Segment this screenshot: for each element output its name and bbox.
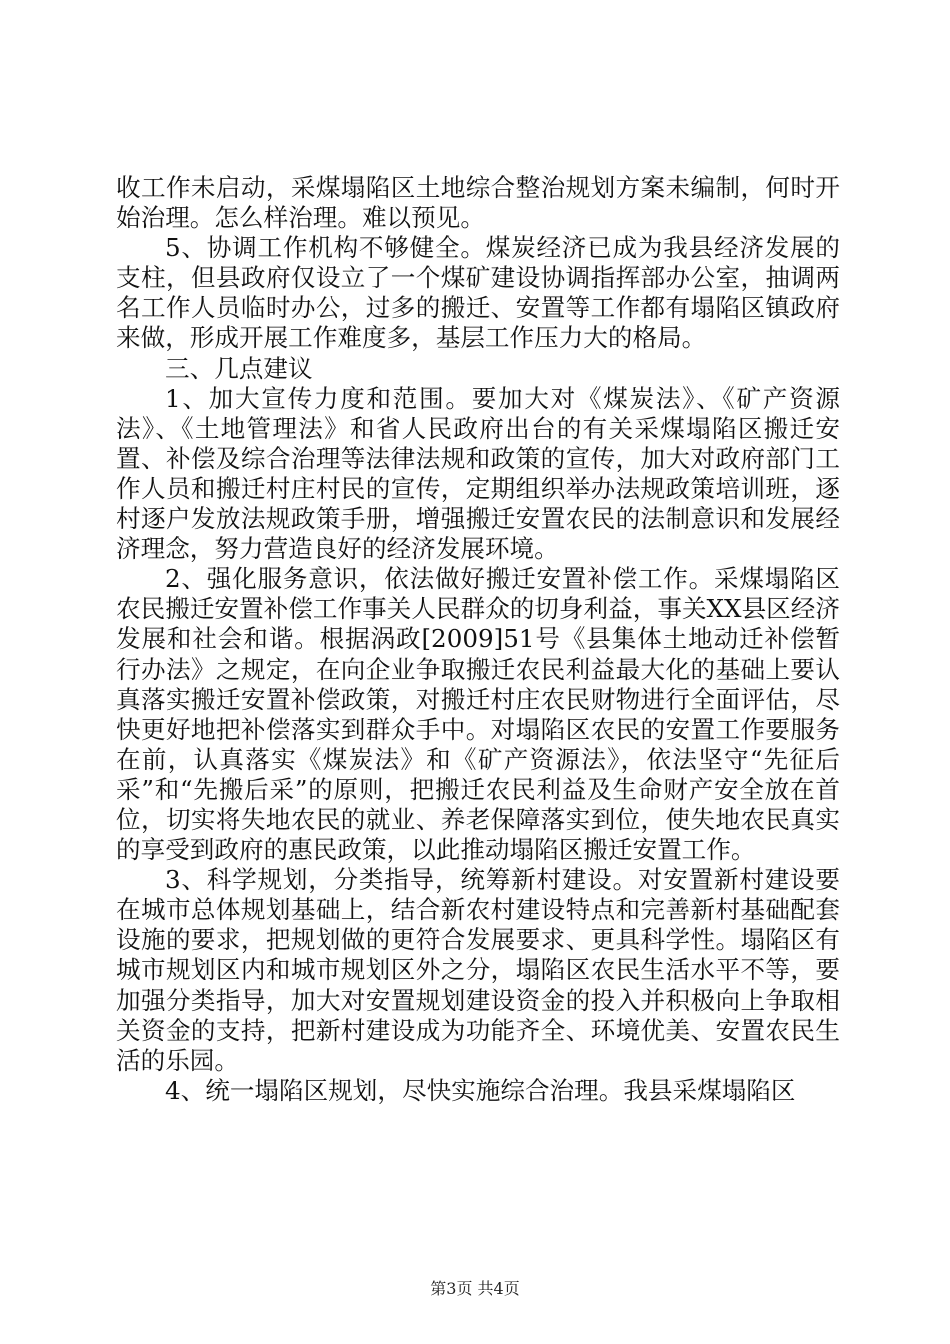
section-heading-suggestions: 三、几点建议	[165, 353, 313, 383]
paragraph-item-5: 5、协调工作机构不够健全。煤炭经济已成为我县经济发展的支柱，但县政府仅设立了一个煤矿建设协调指挥部办公室，抽调两名工作人员临时办公，过多的搬迁、安置等工作都有塌陷区镇政府来做，形成开展工作难度多，基层工作压力大的格局。	[116, 233, 840, 353]
paragraph-suggestion-3: 3、科学规划，分类指导，统筹新村建设。对安置新村建设要在城市总体规划基础上，结合新农村建设特点和完善新村基础配套设施的要求，把规划做的更符合发展要求、更具科学性。塌陷区有城市规划区内和城市规划区外之分，塌陷区农民生活水平不等，要加强分类指导，加大对安置规划建设资金的投入并积极向上争取相关资金的支持，把新村建设成为功能齐全、环境优美、安置农民生活的乐园。	[116, 865, 840, 1075]
paragraph-suggestion-1: 1、加大宣传力度和范围。要加大对《煤炭法》、《矿产资源法》、《土地管理法》和省人民政府出台的有关采煤塌陷区搬迁安置、补偿及综合治理等法律法规和政策的宣传，加大对政府部门工作人员和搬迁村庄村民的宣传，定期组织举办法规政策培训班，逐村逐户发放法规政策手册，增强搬迁安置农民的法制意识和发展经济理念，努力营造良好的经济发展环境。	[116, 383, 840, 564]
paragraph-suggestion-4: 4、统一塌陷区规划，尽快实施综合治理。我县采煤塌陷区	[165, 1075, 796, 1105]
document-body	[116, 173, 840, 1106]
paragraph-suggestion-2: 2、强化服务意识，依法做好搬迁安置补偿工作。采煤塌陷区农民搬迁安置补偿工作事关人民群众的切身利益，事关XX县区经济发展和社会和谐。根据涡政[2009]51号《县集体土地动迁补偿暂行办法》之规定，在向企业争取搬迁农民利益最大化的基础上要认真落实搬迁安置补偿政策，对搬迁村庄农民财物进行全面评估，尽快更好地把补偿落实到群众手中。对塌陷区农民的安置工作要服务在前，认真落实《煤炭法》和《矿产资源法》，依法坚守“先征后采”和“先搬后采”的原则，把搬迁农民利益及生命财产安全放在首位，切实将失地农民的就业、养老保障落实到位，使失地农民真实的享受到政府的惠民政策，以此推动塌陷区搬迁安置工作。	[116, 564, 840, 865]
page-number-footer: 第3页 共4页	[430, 1279, 520, 1298]
paragraph-continuation: 收工作未启动，采煤塌陷区土地综合整治规划方案未编制，何时开始治理。怎么样治理。难以预见。	[116, 173, 840, 233]
